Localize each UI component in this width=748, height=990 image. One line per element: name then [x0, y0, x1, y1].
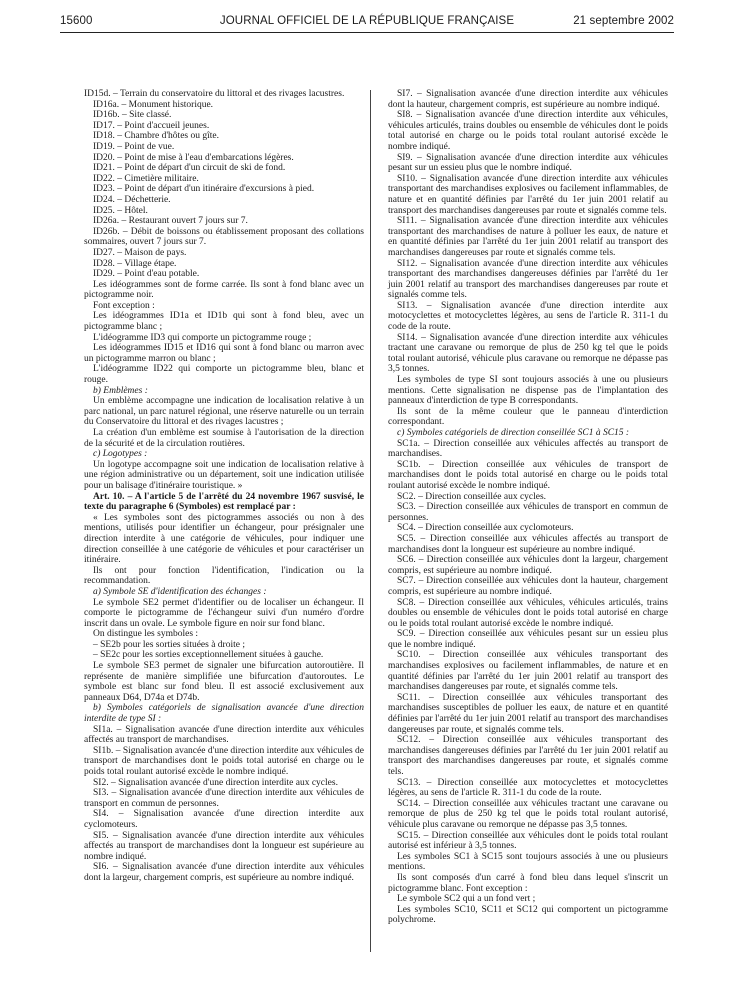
paragraph: Les idéogrammes ID1a et ID1b qui sont à fond bleu, avec un pictogramme blanc ; [84, 311, 364, 333]
page-number: 15600 [60, 15, 93, 27]
paragraph: Les symboles de type SI sont toujours associés à une ou plusieurs mentions. Cette signalisation ne dispense pas de l'implantation des panneaux d'interdiction de type B correspondants. [388, 375, 668, 407]
paragraph: ID22. – Cimetière militaire. [93, 173, 199, 184]
journal-title: JOURNAL OFFICIEL DE LA RÉPUBLIQUE FRANÇAISE [219, 15, 515, 27]
paragraph: SI4. – Signalisation avancée d'une direction interdite aux cyclomoteurs. [84, 809, 364, 830]
paragraph: SI12. – Signalisation avancée d'une direction interdite aux véhicules transportant des marchandises dangereuses définies par l'arrêté du 1er juin 2001 relatif au transport des marchandises dangereuses par route et signalés comme tels. [388, 258, 668, 301]
paragraph: ID20. – Point de mise à l'eau d'embarcations légères. [93, 152, 294, 163]
paragraph: L'idéogramme ID3 qui comporte un pictogramme rouge ; [93, 332, 312, 343]
page-header [60, 15, 674, 31]
paragraph: ID16b. – Site classé. [93, 110, 172, 121]
paragraph: SC11. – Direction conseillée aux véhicules transportant des marchandises susceptibles de polluer les eaux, de nature et en quantité définies par l'arrêté du 1er juin 2001 relatif au transport des marchandises dangereuses par route, et signalés comme tels. [388, 692, 668, 735]
paragraph: ID17. – Point d'accueil jeunes. [93, 120, 210, 131]
header-rule [60, 32, 674, 33]
paragraph: SC9. – Direction conseillée aux véhicules pesant sur un essieu plus que le nombre indiqué. [388, 629, 668, 650]
paragraph: SI7. – Signalisation avancée d'une direction interdite aux véhicules dont la hauteur, chargement compris, est supérieure au nombre indiqué. [388, 89, 668, 110]
paragraph: Un emblème accompagne une indication de localisation relative à un parc national, un parc naturel régional, une réserve naturelle ou un terrain du Conservatoire du littoral et des rivages lacustres ; [84, 396, 364, 428]
subheading-logotypes: c) Logotypes : [93, 449, 148, 460]
paragraph: SC10. – Direction conseillée aux véhicules transportant des marchandises explosives ou facilement inflammables, de nature et en quantité définies par l'arrêté du 1er juin 2001 relatif au transport des marchandises dangereuses par route, et signalés comme tels. [388, 650, 668, 693]
paragraph: SC3. – Direction conseillée aux véhicules de transport en commun de personnes. [388, 502, 668, 523]
paragraph: Le symbole SC2 qui a un fond vert ; [397, 894, 536, 905]
right-column [388, 89, 668, 926]
paragraph: Les symboles SC1 à SC15 sont toujours associés à une ou plusieurs mentions. [388, 851, 668, 873]
paragraph: Les idéogrammes sont de forme carrée. Ils sont à fond blanc avec un pictogramme noir. [84, 279, 364, 301]
paragraph: SC5. – Direction conseillée aux véhicules affectés au transport de marchandises dont la longueur est supérieure au nombre indiqué. [388, 533, 668, 555]
paragraph: SI5. – Signalisation avancée d'une direction interdite aux véhicules affectés au transport de marchandises dont la longueur est supérieure au nombre indiqué. [84, 830, 364, 862]
paragraph: ID27. – Maison de pays. [93, 247, 187, 258]
paragraph: SC12. – Direction conseillée aux véhicules transportant des marchandises dangereuses définies par l'arrêté du 1er juin 2001 relatif au transport des marchandises dangereuses par route, et signalés comme tels. [388, 735, 668, 777]
paragraph: SC14. – Direction conseillée aux véhicules tractant une caravane ou remorque de plus de 250 kg tel que le poids total roulant autorisé, véhicule plus caravane ou remorque ne dépasse pas 3,5 tonnes. [388, 798, 668, 830]
subheading-symboles-sc: c) Symboles catégoriels de direction conseillée SC1 à SC15 : [397, 428, 630, 438]
paragraph: SI3. – Signalisation avancée d'une direction interdite aux véhicules de transport en commun de personnes. [84, 788, 364, 809]
paragraph: Le symbole SE2 permet d'identifier ou de localiser un échangeur. Il comporte le pictogramme de l'échangeur suivi d'un numéro d'ordre inscrit dans un ovale. Le symbole figure en noir sur fond blanc. [84, 597, 364, 629]
paragraph: SC4. – Direction conseillée aux cyclomoteurs. [397, 523, 574, 534]
paragraph: ID26b. – Débit de boissons ou établissement proposant des collations sommaires, ouvert 7 jours sur 7. [84, 226, 364, 248]
paragraph: SI1a. – Signalisation avancée d'une direction interdite aux véhicules affectés au transport de marchandises. [84, 724, 364, 746]
column-divider [370, 90, 371, 952]
paragraph: SI6. – Signalisation avancée d'une direction interdite aux véhicules dont la largeur, chargement compris, est supérieure au nombre indiqué. [84, 862, 364, 883]
paragraph: SI1b. – Signalisation avancée d'une direction interdite aux véhicules de transport de marchandises dont le poids total autorisé en charge ou le poids total roulant autorisé excède le nombre indiqué. [84, 745, 364, 777]
paragraph: ID19. – Point de vue. [93, 141, 175, 152]
paragraph: ID18. – Chambre d'hôtes ou gîte. [93, 131, 219, 142]
subheading-emblemes: b) Emblèmes : [93, 385, 148, 396]
paragraph: Les idéogrammes ID15 et ID16 qui sont à fond blanc ou marron avec un pictogramme marron ou blanc ; [84, 343, 364, 364]
paragraph: SC13. – Direction conseillée aux motocyclettes et motocyclettes légères, au sens de l'article R. 311-1 du code de la route. [388, 777, 668, 799]
paragraph: ID25. – Hôtel. [93, 205, 148, 216]
paragraph: SC1b. – Direction conseillée aux véhicules de transport de marchandises dont le poids total autorisé en charge ou le poids total roulant autorisé excède le nombre indiqué. [388, 459, 668, 491]
paragraph: Un logotype accompagne soit une indication de localisation relative à une région administrative ou un département, soit une indication utilisée pour un balisage d'itinéraire touristique. » [84, 459, 364, 491]
paragraph: SI9. – Signalisation avancée d'une direction interdite aux véhicules pesant sur un essieu plus que le nombre indiqué. [388, 152, 668, 174]
paragraph: Font exception : [93, 300, 155, 311]
paragraph: SI13. – Signalisation avancée d'une direction interdite aux motocyclettes et motocyclettes légères, au sens de l'article R. 311-1 du code de la route. [388, 300, 668, 333]
paragraph: ID16a. – Monument historique. [93, 99, 214, 110]
subheading-symbole-se: a) Symbole SE d'identification des échanges : [93, 586, 267, 597]
publication-date: 21 septembre 2002 [573, 15, 674, 27]
left-column [84, 89, 364, 884]
paragraph: ID26a. – Restaurant ouvert 7 jours sur 7. [93, 216, 248, 227]
paragraph: ID15d. – Terrain du conservatoire du littoral et des rivages lacustres. [84, 89, 345, 99]
paragraph: SC15. – Direction conseillée aux véhicules dont le poids total roulant autorisé est inférieur à 3,5 tonnes. [388, 830, 668, 852]
paragraph: On distingue les symboles : [93, 629, 199, 640]
paragraph: SI2. – Signalisation avancée d'une direction interdite aux cycles. [93, 777, 338, 788]
paragraph: Les symboles SC10, SC11 et SC12 qui comportent un pictogramme polychrome. [388, 904, 668, 926]
paragraph: SC7. – Direction conseillée aux véhicules dont la hauteur, chargement compris, est supérieure au nombre indiqué. [388, 576, 668, 597]
article-10: Art. 10. – A l'article 5 de l'arrêté du 24 novembre 1967 susvisé, le texte du paragraphe 6 (Symboles) est remplacé par : [84, 491, 364, 513]
paragraph: SC1a. – Direction conseillée aux véhicules affectés au transport de marchandises. [388, 438, 668, 460]
paragraph: SC6. – Direction conseillée aux véhicules dont la largeur, chargement compris, est supérieure au nombre indiqué. [388, 555, 668, 576]
paragraph: « Les symboles sont des pictogrammes associés ou non à des mentions, utilisés pour identifier un échangeur, pour présignaler une direction interdite à une catégorie de véhicules, pour indiquer une direction conseillée à une catégorie de véhicules et pour caractériser un itinéraire. [84, 512, 364, 566]
list-item: – SE2b pour les sorties situées à droite ; [93, 639, 245, 650]
paragraph: SC8. – Direction conseillée aux véhicules, véhicules articulés, trains doubles ou ensemble de véhicules dont le poids total autorisé en charge ou le poids total roulant autorisé excède le nombre indiqué. [388, 597, 668, 629]
paragraph: Le symbole SE3 permet de signaler une bifurcation autoroutière. Il représente de manière simplifiée une bifurcation d'autoroutes. Le symbole est blanc sur fond bleu. Il est associé exclusivement aux panneaux D64, D74a et D74b. [84, 661, 364, 703]
paragraph: La création d'un emblème est soumise à l'autorisation de la direction de la sécurité et de la circulation routières. [84, 428, 364, 449]
paragraph: Ils sont composés d'un carré à fond bleu dans lequel s'inscrit un pictogramme blanc. Font exception : [388, 872, 668, 894]
paragraph: SI8. – Signalisation avancée d'une direction interdite aux véhicules, véhicules articulés, trains doubles ou ensemble de véhicules dont le poids total autorisé en charge ou le poids total roulant autorisé excède le nombre indiqué. [388, 110, 668, 152]
paragraph: ID23. – Point de départ d'un itinéraire d'excursions à pied. [93, 184, 315, 195]
paragraph: SI14. – Signalisation avancée d'une direction interdite aux véhicules tractant une caravane ou remorque de plus de 250 kg tel que le poids total roulant autorisé, véhicule plus caravane ou remorque ne dépasse pas 3,5 tonnes. [388, 332, 668, 375]
paragraph: Ils sont de la même couleur que le panneau d'interdiction correspondant. [388, 406, 668, 428]
paragraph: ID21. – Point de départ d'un circuit de ski de fond. [93, 163, 286, 174]
paragraph: Ils ont pour fonction l'identification, l'indication ou la recommandation. [84, 565, 364, 587]
paragraph: SI10. – Signalisation avancée d'une direction interdite aux véhicules transportant des marchandises explosives ou facilement inflammables, de nature et en quantité définies par l'arrêté du 1er juin 2001 relatif au transport des marchandises dangereuses par route et signalés comme tels. [388, 173, 668, 216]
paragraph: ID29. – Point d'eau potable. [93, 269, 200, 280]
paragraph: SC2. – Direction conseillée aux cycles. [397, 491, 547, 502]
paragraph: L'idéogramme ID22 qui comporte un pictogramme bleu, blanc et rouge. [84, 364, 364, 386]
list-item: – SE2c pour les sorties exceptionnellement situées à gauche. [93, 650, 324, 661]
paragraph: SI11. – Signalisation avancée d'une direction interdite aux véhicules transportant des marchandises de nature à polluer les eaux, de nature et en quantité définies par l'arrêté du 1er juin 2001 relatif au transport des marchandises dangereuses par route et signalés comme tels. [388, 216, 668, 258]
subheading-symboles-si: b) Symboles catégoriels de signalisation avancée d'une direction interdite de type SI : [84, 703, 364, 725]
paragraph: ID24. – Déchetterie. [93, 194, 171, 205]
paragraph: ID28. – Village étape. [93, 258, 177, 269]
